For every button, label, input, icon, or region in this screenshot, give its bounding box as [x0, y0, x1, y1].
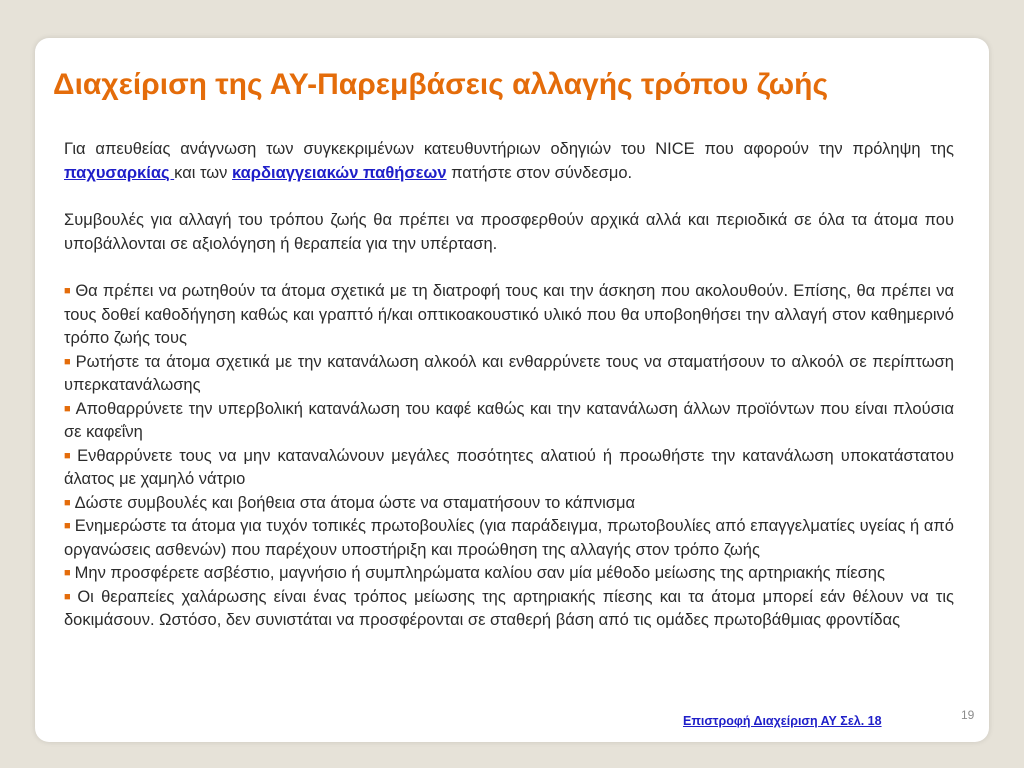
- list-item-text: Μην προσφέρετε ασβέστιο, μαγνήσιο ή συμπληρώματα καλίου σαν μία μέθοδο μείωσης της αρτηριακής πίεσης: [74, 564, 885, 582]
- square-bullet-icon: ■: [64, 285, 72, 297]
- page-number: 19: [961, 708, 975, 722]
- list-item-text: Δώστε συμβουλές και βοήθεια στα άτομα ώστε να σταματήσουν το κάπνισμα: [74, 493, 635, 512]
- list-item-text: Αποθαρρύνετε την υπερβολική κατανάλωση του καφέ καθώς και την κατανάλωση άλλων προϊόντων που είναι πλούσια σε καφεΐνη: [64, 399, 954, 441]
- list-item: [64, 562, 954, 586]
- square-bullet-icon: ■: [64, 449, 74, 462]
- intro-text-before: Για απευθείας ανάγνωση των συγκεκριμένων κατευθυντήριων οδηγιών του NICE που αφορούν την πρόληψη της: [64, 140, 954, 158]
- list-item: [64, 351, 954, 398]
- list-item: [64, 280, 954, 351]
- square-bullet-icon: ■: [64, 520, 71, 532]
- list-item-text: Ρωτήστε τα άτομα σχετικά με την κατανάλωση αλκοόλ και ενθαρρύνετε τους να σταματήσουν το αλκοόλ σε περίπτωση υπερκατανάλωσης: [64, 352, 954, 394]
- slide-body: [64, 138, 954, 633]
- list-item: [64, 586, 954, 633]
- square-bullet-icon: ■: [64, 590, 74, 603]
- cardiovascular-link[interactable]: καρδιαγγειακών παθήσεων: [232, 163, 447, 182]
- square-bullet-icon: ■: [64, 402, 72, 415]
- list-item-text: Ενθαρρύνετε τους να μην καταναλώνουν μεγάλες ποσότητες αλατιού ή προωθήστε την κατανάλωση υποκατάστατου άλατος με χαμηλό νάτριο: [64, 446, 954, 488]
- square-bullet-icon: ■: [64, 567, 71, 579]
- back-link[interactable]: Επιστροφή Διαχείριση ΑΥ Σελ. 18: [683, 714, 882, 728]
- intro-text-middle: και των: [174, 163, 232, 182]
- obesity-link[interactable]: παχυσαρκίας: [64, 163, 175, 182]
- slide-title: Διαχείριση της ΑΥ-Παρεμβάσεις αλλαγής τρόπου ζωής: [53, 68, 829, 101]
- slide: [35, 38, 989, 742]
- list-item-text: Ενημερώστε τα άτομα για τυχόν τοπικές πρωτοβουλίες (για παράδειγμα, πρωτοβουλίες από επαγγελματίες υγείας ή από οργανώσεις ασθενών) που παρέχουν υποστήριξη και προώθηση της αλλαγής στον τρόπο ζωής: [64, 517, 954, 559]
- advice-paragraph: Συμβουλές για αλλαγή του τρόπου ζωής θα πρέπει να προσφερθούν αρχικά αλλά και περιοδικά σε όλα τα άτομα που υποβάλλονται σε αξιολόγηση ή θεραπεία για την υπέρταση.: [64, 211, 954, 253]
- list-item: [64, 515, 954, 562]
- list-item: [64, 445, 954, 492]
- lifestyle-bullet-list: [64, 280, 954, 633]
- square-bullet-icon: ■: [64, 496, 71, 509]
- intro-paragraph: [64, 138, 954, 185]
- list-item-text: Οι θεραπείες χαλάρωσης είναι ένας τρόπος μείωσης της αρτηριακής πίεσης και τα άτομα μπορεί εάν θέλουν να τις δοκιμάσουν. Ωστόσο, δεν συνιστάται να προσφέρονται σε σταθερή βάση από τις ομάδες πρωτοβάθμιας φροντίδας: [64, 587, 954, 629]
- list-item: [64, 492, 954, 516]
- square-bullet-icon: ■: [64, 355, 72, 368]
- intro-text-after: πατήστε στον σύνδεσμο.: [446, 163, 633, 182]
- list-item: [64, 398, 954, 445]
- list-item-text: Θα πρέπει να ρωτηθούν τα άτομα σχετικά με τη διατροφή τους και την άσκηση που ακολουθούν. Επίσης, θα πρέπει να τους δοθεί καθοδήγηση καθώς και γραπτό ή/και οπτικοακουστικό υλικό που θα υποβοηθήσει την αλλαγή στον καθημερινό τρόπο ζωής τους: [64, 282, 955, 347]
